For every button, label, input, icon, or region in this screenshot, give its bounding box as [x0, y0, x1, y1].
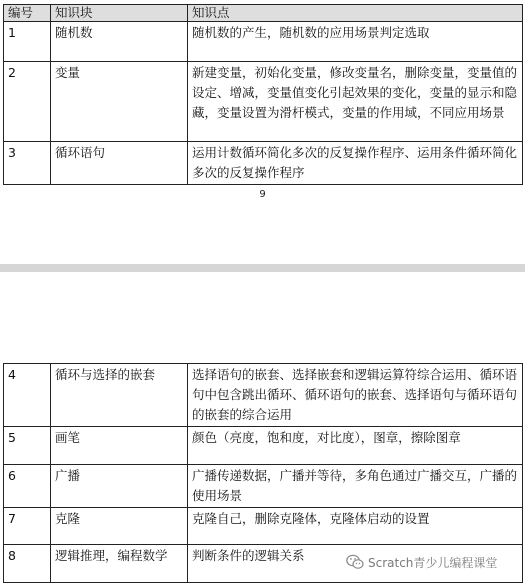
cell-block: 逻辑推理，编程数学: [51, 545, 188, 583]
cell-number: 6: [4, 465, 51, 508]
header-number: 编号: [4, 5, 51, 22]
table-row: [4, 142, 523, 185]
cell-points: 广播传递数据，广播并等待，多角色通过广播交互，广播的使用场景: [188, 465, 523, 508]
wechat-icon: [346, 554, 364, 570]
table-row: [4, 508, 523, 545]
knowledge-table-bottom: [3, 363, 523, 583]
page-separator: [0, 264, 525, 272]
cell-points: 判断条件的逻辑关系: [188, 545, 523, 583]
cell-points: 选择语句的嵌套、选择嵌套和逻辑运算符综合运用、循环语句中包含跳出循环、循环语句的嵌套、选择语句与循环语句的嵌套的综合运用: [188, 364, 523, 427]
cell-number: 5: [4, 427, 51, 465]
cell-block: 画笔: [51, 427, 188, 465]
cell-points: 随机数的产生，随机数的应用场景判定选取: [188, 22, 523, 62]
cell-number: 3: [4, 142, 51, 185]
table-row: [4, 427, 523, 465]
table-row: [4, 22, 523, 62]
cell-points: 颜色（亮度，饱和度，对比度），图章，擦除图章: [188, 427, 523, 465]
table-row: [4, 465, 523, 508]
header-knowledge-point: 知识点: [188, 5, 523, 22]
cell-number: 7: [4, 508, 51, 545]
knowledge-table-top: [3, 4, 523, 185]
cell-block: 随机数: [51, 22, 188, 62]
watermark: [346, 553, 497, 571]
table-row: [4, 364, 523, 427]
cell-block: 循环语句: [51, 142, 188, 185]
cell-number: 2: [4, 62, 51, 142]
cell-number: 1: [4, 22, 51, 62]
cell-block: 变量: [51, 62, 188, 142]
cell-block: 克隆: [51, 508, 188, 545]
header-knowledge-block: 知识块: [51, 5, 188, 22]
cell-block: 循环与选择的嵌套: [51, 364, 188, 427]
cell-points: 新建变量，初始化变量，修改变量名，删除变量，变量值的设定、增减，变量值变化引起效果的变化，变量的显示和隐藏，变量设置为滑杆模式，变量的作用域，不同应用场景: [188, 62, 523, 142]
cell-points: 克隆自己，删除克隆体，克隆体启动的设置: [188, 508, 523, 545]
page-number: 9: [259, 189, 266, 200]
cell-number: 8: [4, 545, 51, 583]
watermark-text: Scratch青少儿编程课堂: [368, 555, 498, 570]
cell-block: 广播: [51, 465, 188, 508]
table-row: [4, 62, 523, 142]
table-header-row: [4, 5, 523, 22]
cell-number: 4: [4, 364, 51, 427]
cell-points: 运用计数循环简化多次的反复操作程序、运用条件循环简化多次的反复操作程序: [188, 142, 523, 185]
